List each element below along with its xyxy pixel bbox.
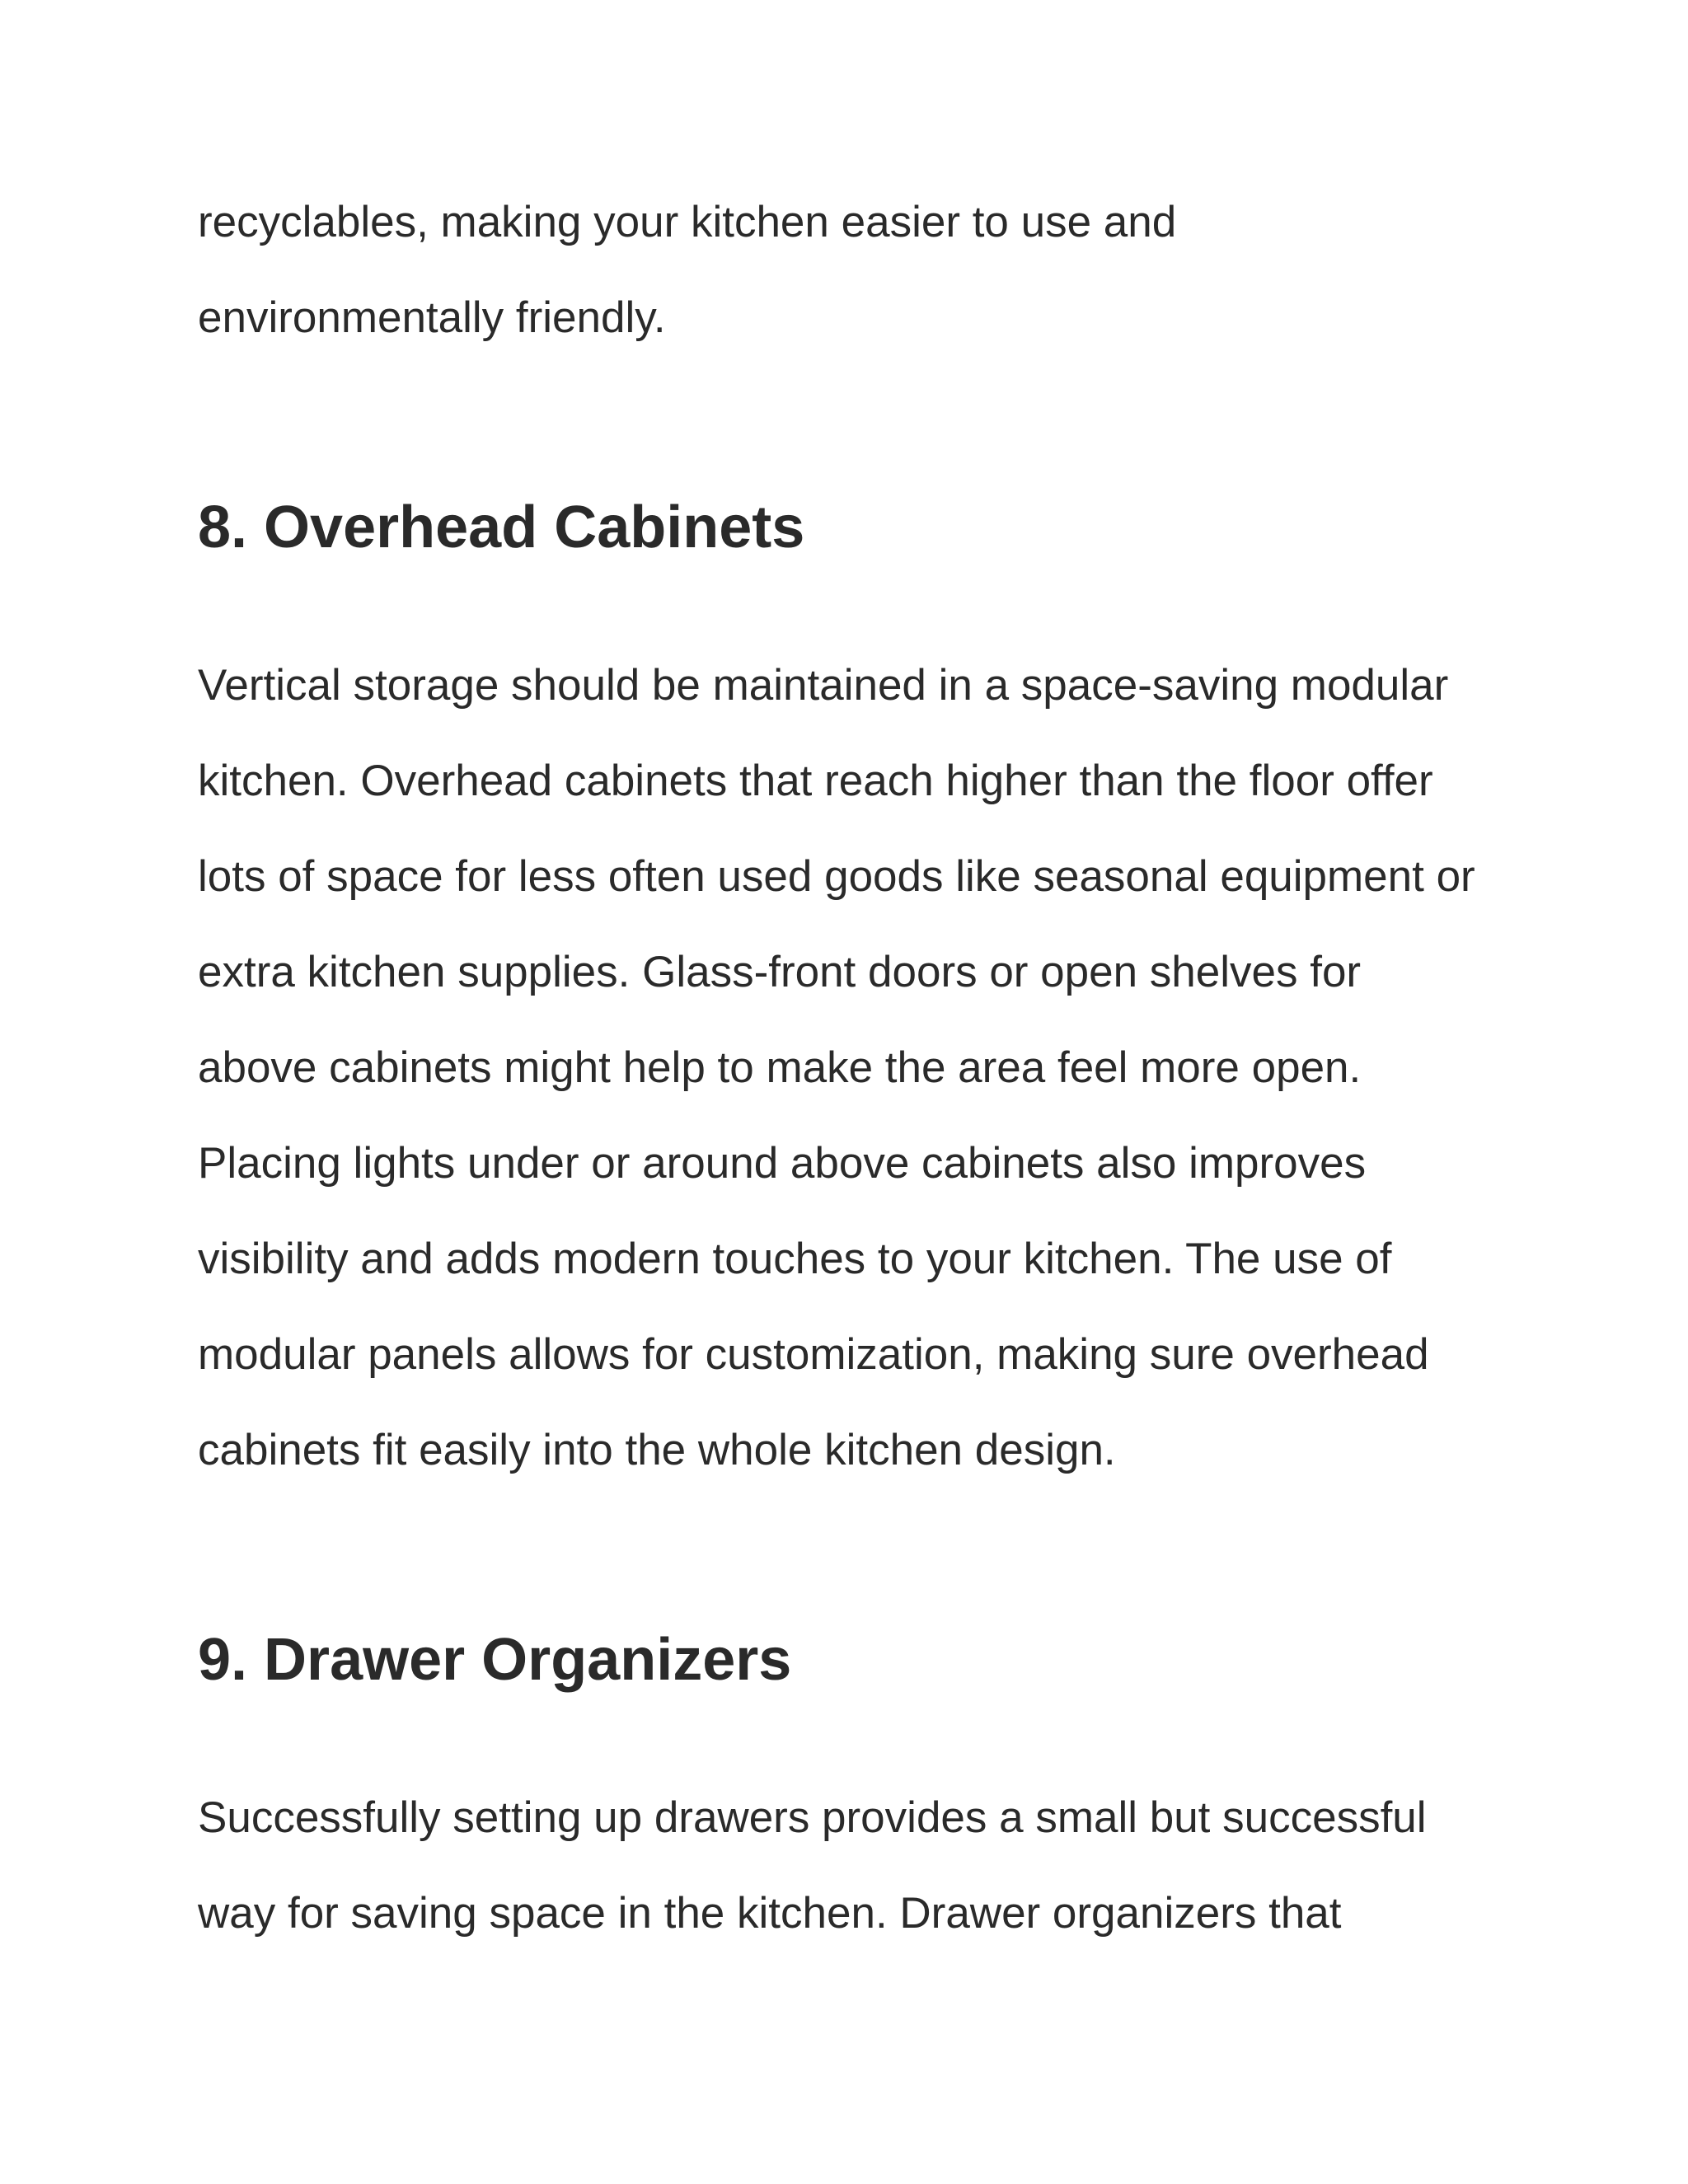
text-line: extra kitchen supplies. Glass-front doors or open shelves for: [198, 948, 1362, 996]
text-line: recyclables, making your kitchen easier to use and: [198, 198, 1177, 246]
text-line: kitchen. Overhead cabinets that reach higher than the floor offer: [198, 757, 1433, 805]
text-line: lots of space for less often used goods like seasonal equipment or: [198, 852, 1475, 901]
text-line: environmentally friendly.: [198, 293, 666, 342]
text-line: visibility and adds modern touches to your kitchen. The use of: [198, 1235, 1392, 1283]
text-line: modular panels allows for customization, making sure overhead: [198, 1330, 1429, 1379]
section-heading-overhead-cabinets: 8. Overhead Cabinets: [198, 494, 805, 560]
section-heading-drawer-organizers: 9. Drawer Organizers: [198, 1627, 792, 1693]
text-line: Placing lights under or around above cabinets also improves: [198, 1139, 1367, 1188]
text-line: Successfully setting up drawers provides a small but successful: [198, 1793, 1427, 1842]
text-line: above cabinets might help to make the area feel more open.: [198, 1043, 1362, 1092]
text-line: cabinets fit easily into the whole kitchen design.: [198, 1426, 1116, 1474]
text-line: Vertical storage should be maintained in a space-saving modular: [198, 661, 1449, 710]
text-line: way for saving space in the kitchen. Drawer organizers that: [198, 1889, 1342, 1938]
